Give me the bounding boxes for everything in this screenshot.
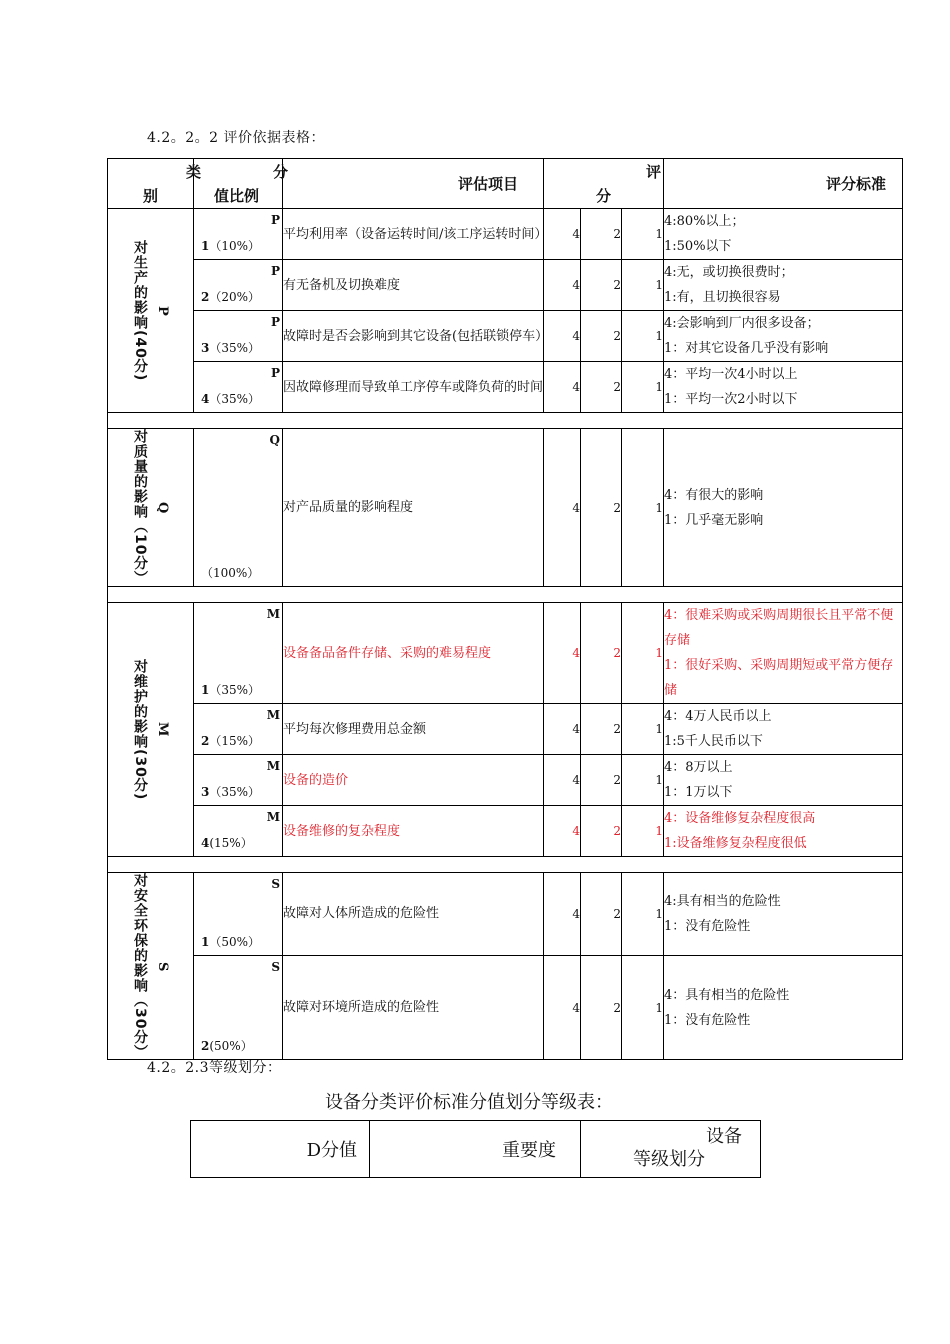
score-s1: 4 <box>544 955 581 1060</box>
standard-high: 4:会影响到厂内很多设备； <box>664 316 820 331</box>
standard-low: 1：1万以下 <box>664 785 733 800</box>
header-standard: 评分标准 <box>664 159 903 209</box>
row-ratio-value: （35%） <box>209 341 261 355</box>
item-cell: 故障对人体所造成的危险性 <box>283 873 544 956</box>
standard-low: 1：很好采购、采购周期短或平常方便存储 <box>664 658 894 698</box>
row-ratio <box>201 288 260 305</box>
standard-cell <box>664 955 903 1060</box>
row-ratio-value: （50%） <box>209 934 261 949</box>
ratio-cell <box>194 873 283 956</box>
score-s2: 2 <box>581 755 622 806</box>
item-cell: 平均利用率（设备运转时间/该工序运转时间） <box>283 209 544 260</box>
header-ratio: 分 值比例 <box>194 159 283 209</box>
score-s2: 2 <box>581 704 622 755</box>
row-index: 1 <box>201 239 210 253</box>
header-score: 评 分 <box>544 159 664 209</box>
standard-low: 1：几乎毫无影响 <box>664 512 764 528</box>
row-code: M <box>266 708 280 722</box>
section-heading-grade-division: 4.2。2.3等级划分： <box>147 1060 282 1076</box>
row-ratio <box>201 933 260 950</box>
score-s1: 4 <box>544 209 581 260</box>
score-s3: 1 <box>622 704 664 755</box>
row-index: 2 <box>201 290 210 304</box>
ratio-cell <box>194 755 283 806</box>
row-code: S <box>271 959 280 974</box>
ratio-cell <box>194 429 283 587</box>
standard-cell <box>664 806 903 857</box>
grade-table-title: 设备分类评价标准分值划分等级表： <box>325 1092 613 1113</box>
row-ratio-value: (15%） <box>209 836 253 850</box>
item-cell: 设备的造价 <box>283 755 544 806</box>
row-index: 4 <box>201 392 210 406</box>
evaluation-basis-table <box>107 158 903 209</box>
table-row <box>108 603 903 704</box>
ratio-cell <box>194 704 283 755</box>
score-s1: 4 <box>544 603 581 704</box>
score-s2: 2 <box>581 806 622 857</box>
row-ratio-value: （35%） <box>209 392 261 406</box>
category-code: Q <box>155 501 170 514</box>
standard-cell <box>664 873 903 956</box>
standard-low: 1:设备维修复杂程度很低 <box>664 836 807 851</box>
table-row <box>108 704 903 755</box>
score-s3: 1 <box>622 806 664 857</box>
score-s3: 1 <box>622 362 664 413</box>
group-spacer-row <box>108 587 903 603</box>
grade-table <box>190 1120 761 1178</box>
standard-low: 1：对其它设备几乎没有影响 <box>664 341 829 356</box>
score-s1: 4 <box>544 873 581 956</box>
standard-high: 4：8万以上 <box>664 760 733 775</box>
score-s2: 2 <box>581 311 622 362</box>
category-cell <box>108 209 194 413</box>
standard-high: 4:80%以上； <box>664 214 745 229</box>
standard-low: 1:5千人民币以下 <box>664 734 763 749</box>
grade-col-d-value: D分值 <box>191 1121 370 1178</box>
item-cell: 平均每次修理费用总金额 <box>283 704 544 755</box>
row-index: 3 <box>201 785 210 799</box>
row-ratio-value: （20%） <box>209 290 261 304</box>
table-row <box>108 429 903 587</box>
standard-high: 4:具有相当的危险性 <box>664 893 781 909</box>
row-ratio <box>201 783 260 800</box>
score-s1: 4 <box>544 755 581 806</box>
table-row <box>108 260 903 311</box>
category-code: P <box>155 305 170 316</box>
row-ratio <box>201 1037 253 1054</box>
table-row <box>108 362 903 413</box>
row-code: Q <box>269 433 280 447</box>
section-heading-evaluation-basis: 4.2。2。2 评价依据表格： <box>147 130 326 146</box>
row-ratio-value: （100%） <box>201 566 260 580</box>
table-row <box>108 873 903 956</box>
category-cell <box>108 429 194 587</box>
row-ratio-value: （35%） <box>209 683 261 697</box>
standard-high: 4：具有相当的危险性 <box>664 987 790 1003</box>
table-row <box>108 209 903 260</box>
standard-cell <box>664 362 903 413</box>
header-category: 类 别 <box>108 159 194 209</box>
standard-low: 1：没有危险性 <box>664 1012 751 1028</box>
score-s3: 1 <box>622 209 664 260</box>
score-s2: 2 <box>581 260 622 311</box>
row-ratio <box>201 564 259 581</box>
grade-col-importance: 重要度 <box>370 1121 581 1178</box>
standard-cell <box>664 603 903 704</box>
row-ratio-value: (50%） <box>209 1039 253 1054</box>
score-s1: 4 <box>544 704 581 755</box>
score-s3: 1 <box>622 311 664 362</box>
row-ratio <box>201 834 253 851</box>
score-s3: 1 <box>622 955 664 1060</box>
score-s3: 1 <box>622 429 664 587</box>
row-ratio <box>201 237 260 254</box>
score-s3: 1 <box>622 755 664 806</box>
row-code: M <box>266 759 280 773</box>
standard-low: 1:有，且切换很容易 <box>664 290 781 305</box>
category-label: 对质量的影响（10分） <box>132 429 148 586</box>
score-s3: 1 <box>622 260 664 311</box>
row-ratio <box>201 390 260 407</box>
ratio-cell <box>194 806 283 857</box>
row-ratio-value: （10%） <box>209 239 261 253</box>
row-code: P <box>270 315 280 329</box>
row-ratio <box>201 339 260 356</box>
standard-cell <box>664 209 903 260</box>
group-spacer-row <box>108 413 903 429</box>
row-index: 4 <box>201 836 210 850</box>
score-s1: 4 <box>544 260 581 311</box>
score-s1: 4 <box>544 362 581 413</box>
category-label: 对生产的影响(40分) <box>132 239 148 382</box>
category-code: M <box>155 722 170 737</box>
score-s2: 2 <box>581 955 622 1060</box>
row-ratio-value: （15%） <box>209 734 261 748</box>
item-cell: 因故障修理而导致单工序停车或降负荷的时间 <box>283 362 544 413</box>
standard-cell <box>664 260 903 311</box>
row-code: M <box>266 607 280 621</box>
table-row <box>108 311 903 362</box>
standard-cell <box>664 704 903 755</box>
grade-table-header-row <box>191 1121 761 1178</box>
ratio-cell <box>194 362 283 413</box>
row-code: S <box>271 877 280 891</box>
standard-high: 4：平均一次4小时以上 <box>664 367 798 382</box>
category-code: S <box>155 961 170 971</box>
ratio-cell <box>194 311 283 362</box>
score-s2: 2 <box>581 429 622 587</box>
item-cell: 故障时是否会影响到其它设备(包括联锁停车） <box>283 311 544 362</box>
row-code: P <box>270 213 280 227</box>
standard-high: 4：有很大的影响 <box>664 487 764 503</box>
score-s1: 4 <box>544 311 581 362</box>
table-row <box>108 755 903 806</box>
table-header-row <box>108 159 903 209</box>
header-item: 评估项目 <box>283 159 544 209</box>
row-ratio-value: （35%） <box>209 785 261 799</box>
standard-cell <box>664 429 903 587</box>
item-cell: 设备维修的复杂程度 <box>283 806 544 857</box>
group-spacer-row <box>108 857 903 873</box>
evaluation-body-table <box>107 208 903 1060</box>
row-ratio <box>201 681 260 698</box>
row-index: 2 <box>201 1039 210 1054</box>
row-code: M <box>266 810 280 824</box>
standard-low: 1：没有危险性 <box>664 918 751 934</box>
category-label: 对安全环保的影响（30分） <box>132 873 148 1060</box>
row-code: P <box>270 366 280 380</box>
score-s1: 4 <box>544 806 581 857</box>
row-index: 3 <box>201 341 210 355</box>
row-ratio <box>201 732 260 749</box>
score-s1: 4 <box>544 429 581 587</box>
ratio-cell <box>194 260 283 311</box>
item-cell: 有无备机及切换难度 <box>283 260 544 311</box>
grade-col-equipment-level: 设备 等级划分 <box>581 1121 761 1178</box>
score-s2: 2 <box>581 209 622 260</box>
row-index: 1 <box>201 683 210 697</box>
standard-high: 4:无，或切换很费时； <box>664 265 794 280</box>
category-cell <box>108 603 194 857</box>
score-s3: 1 <box>622 603 664 704</box>
standard-low: 1:50%以下 <box>664 239 732 254</box>
standard-low: 1：平均一次2小时以下 <box>664 392 798 407</box>
standard-high: 4：设备维修复杂程度很高 <box>664 811 816 826</box>
row-index: 1 <box>201 934 210 949</box>
item-cell: 故障对环境所造成的危险性 <box>283 955 544 1060</box>
item-cell: 设备备品备件存储、采购的难易程度 <box>283 603 544 704</box>
score-s3: 1 <box>622 873 664 956</box>
row-index: 2 <box>201 734 210 748</box>
row-code: P <box>270 264 280 278</box>
table-row <box>108 806 903 857</box>
standard-cell <box>664 311 903 362</box>
ratio-cell <box>194 209 283 260</box>
category-cell <box>108 873 194 1060</box>
standard-high: 4：很难采购或采购周期很长且平常不便存储 <box>664 608 894 648</box>
table-row <box>108 955 903 1060</box>
score-s2: 2 <box>581 362 622 413</box>
category-label: 对维护的影响(30分) <box>132 658 148 801</box>
score-s2: 2 <box>581 603 622 704</box>
score-s2: 2 <box>581 873 622 956</box>
ratio-cell <box>194 955 283 1060</box>
ratio-cell <box>194 603 283 704</box>
standard-high: 4：4万人民币以上 <box>664 709 772 724</box>
item-cell: 对产品质量的影响程度 <box>283 429 544 587</box>
standard-cell <box>664 755 903 806</box>
